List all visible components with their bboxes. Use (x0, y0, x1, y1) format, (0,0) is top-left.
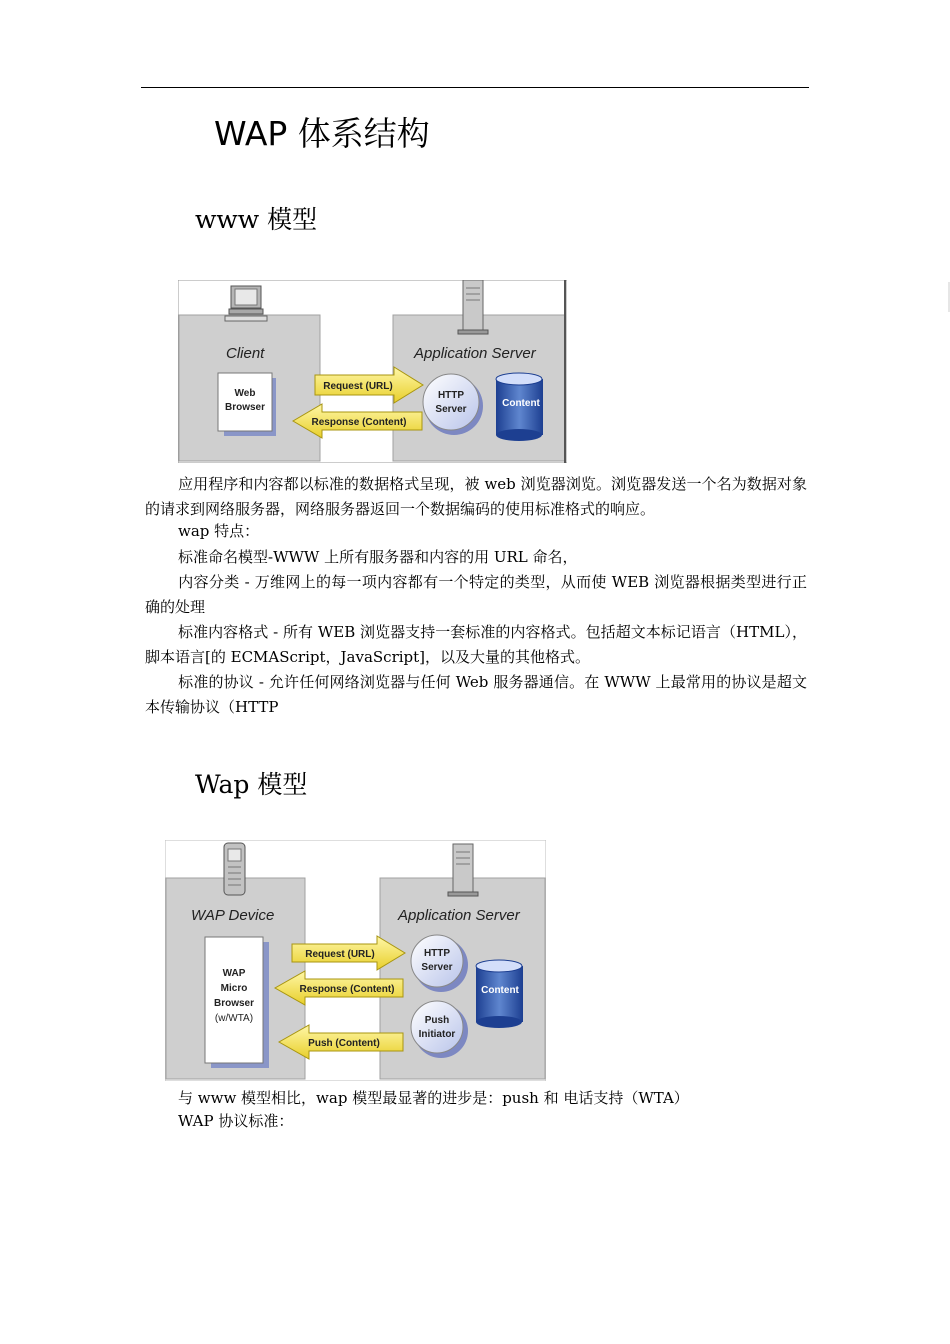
feature-content-formats: 标准内容格式 - 所有 WEB 浏览器支持一套标准的内容格式。包括超文本标记语言（HTML），脚本语言[的 ECMAScript，JavaScript]，以及大量的其他格式。 (145, 623, 807, 666)
content-database (476, 960, 523, 1028)
svg-text:Push: Push (424, 1015, 450, 1026)
svg-text:(w/WTA): (w/WTA) (214, 1013, 254, 1024)
phone-icon (224, 843, 245, 895)
svg-text:Server: Server (435, 404, 467, 415)
feature-content-typing: 内容分类 - 万维网上的每一项内容都有一个特定的类型，从而使 WEB 浏览器根据类型进行正确的处理 (145, 573, 807, 616)
server-label: Application Server (398, 907, 520, 924)
wap-micro-browser-box (205, 937, 269, 1068)
svg-text:Web: Web (234, 388, 256, 399)
svg-text:Initiator: Initiator (418, 1029, 456, 1040)
svg-text:Content: Content (502, 398, 540, 409)
svg-text:Response (Content): Response (Content) (299, 984, 395, 995)
svg-text:HTTP: HTTP (437, 390, 465, 401)
web-browser-box (218, 373, 276, 436)
www-description: 应用程序和内容都以标准的数据格式呈现，被 web 浏览器浏览。浏览器发送一个名为数据对象的请求到网络服务器，网络服务器返回一个数据编码的使用标准格式的响应。 (145, 475, 807, 518)
wap-model-diagram (165, 840, 546, 1081)
wap-comparison-text: 与 www 模型相比，wap 模型最显著的进步是：push 和 电话支持（WTA） (178, 1089, 689, 1107)
content-database (496, 373, 543, 441)
svg-text:Micro: Micro (220, 983, 248, 994)
www-model-diagram (178, 280, 567, 463)
server-tower-icon (458, 280, 488, 334)
feature-protocols: 标准的协议 - 允许任何网络浏览器与任何 Web 服务器通信。在 WWW 上最常用的协议是超文本传输协议（HTTP (145, 673, 807, 716)
server-label: Application Server (414, 345, 536, 362)
www-model-heading: www 模型 (195, 205, 318, 234)
svg-text:Push (Content): Push (Content) (308, 1038, 380, 1049)
svg-text:Browser: Browser (224, 402, 266, 413)
server-tower-icon (448, 844, 478, 896)
wap-protocol-title: WAP 协议标准： (178, 1112, 294, 1130)
svg-text:Response (Content): Response (Content) (311, 417, 407, 428)
computer-icon (225, 286, 267, 321)
svg-text:WAP: WAP (222, 968, 246, 979)
page-title: WAP 体系结构 (214, 114, 430, 153)
feature-naming: 标准命名模型-WWW 上所有服务器和内容的用 URL 命名， (178, 548, 578, 566)
svg-text:Server: Server (421, 962, 453, 973)
svg-text:Browser: Browser (213, 998, 255, 1009)
svg-text:Content: Content (481, 985, 519, 996)
client-label: Client (226, 345, 265, 362)
wap-model-heading: Wap 模型 (195, 770, 308, 799)
svg-text:HTTP: HTTP (423, 948, 451, 959)
device-label: WAP Device (191, 907, 275, 924)
svg-text:Request (URL): Request (URL) (305, 949, 375, 960)
features-title: wap 特点： (178, 522, 260, 540)
svg-text:Request (URL): Request (URL) (323, 381, 393, 392)
header-rule (141, 87, 809, 88)
